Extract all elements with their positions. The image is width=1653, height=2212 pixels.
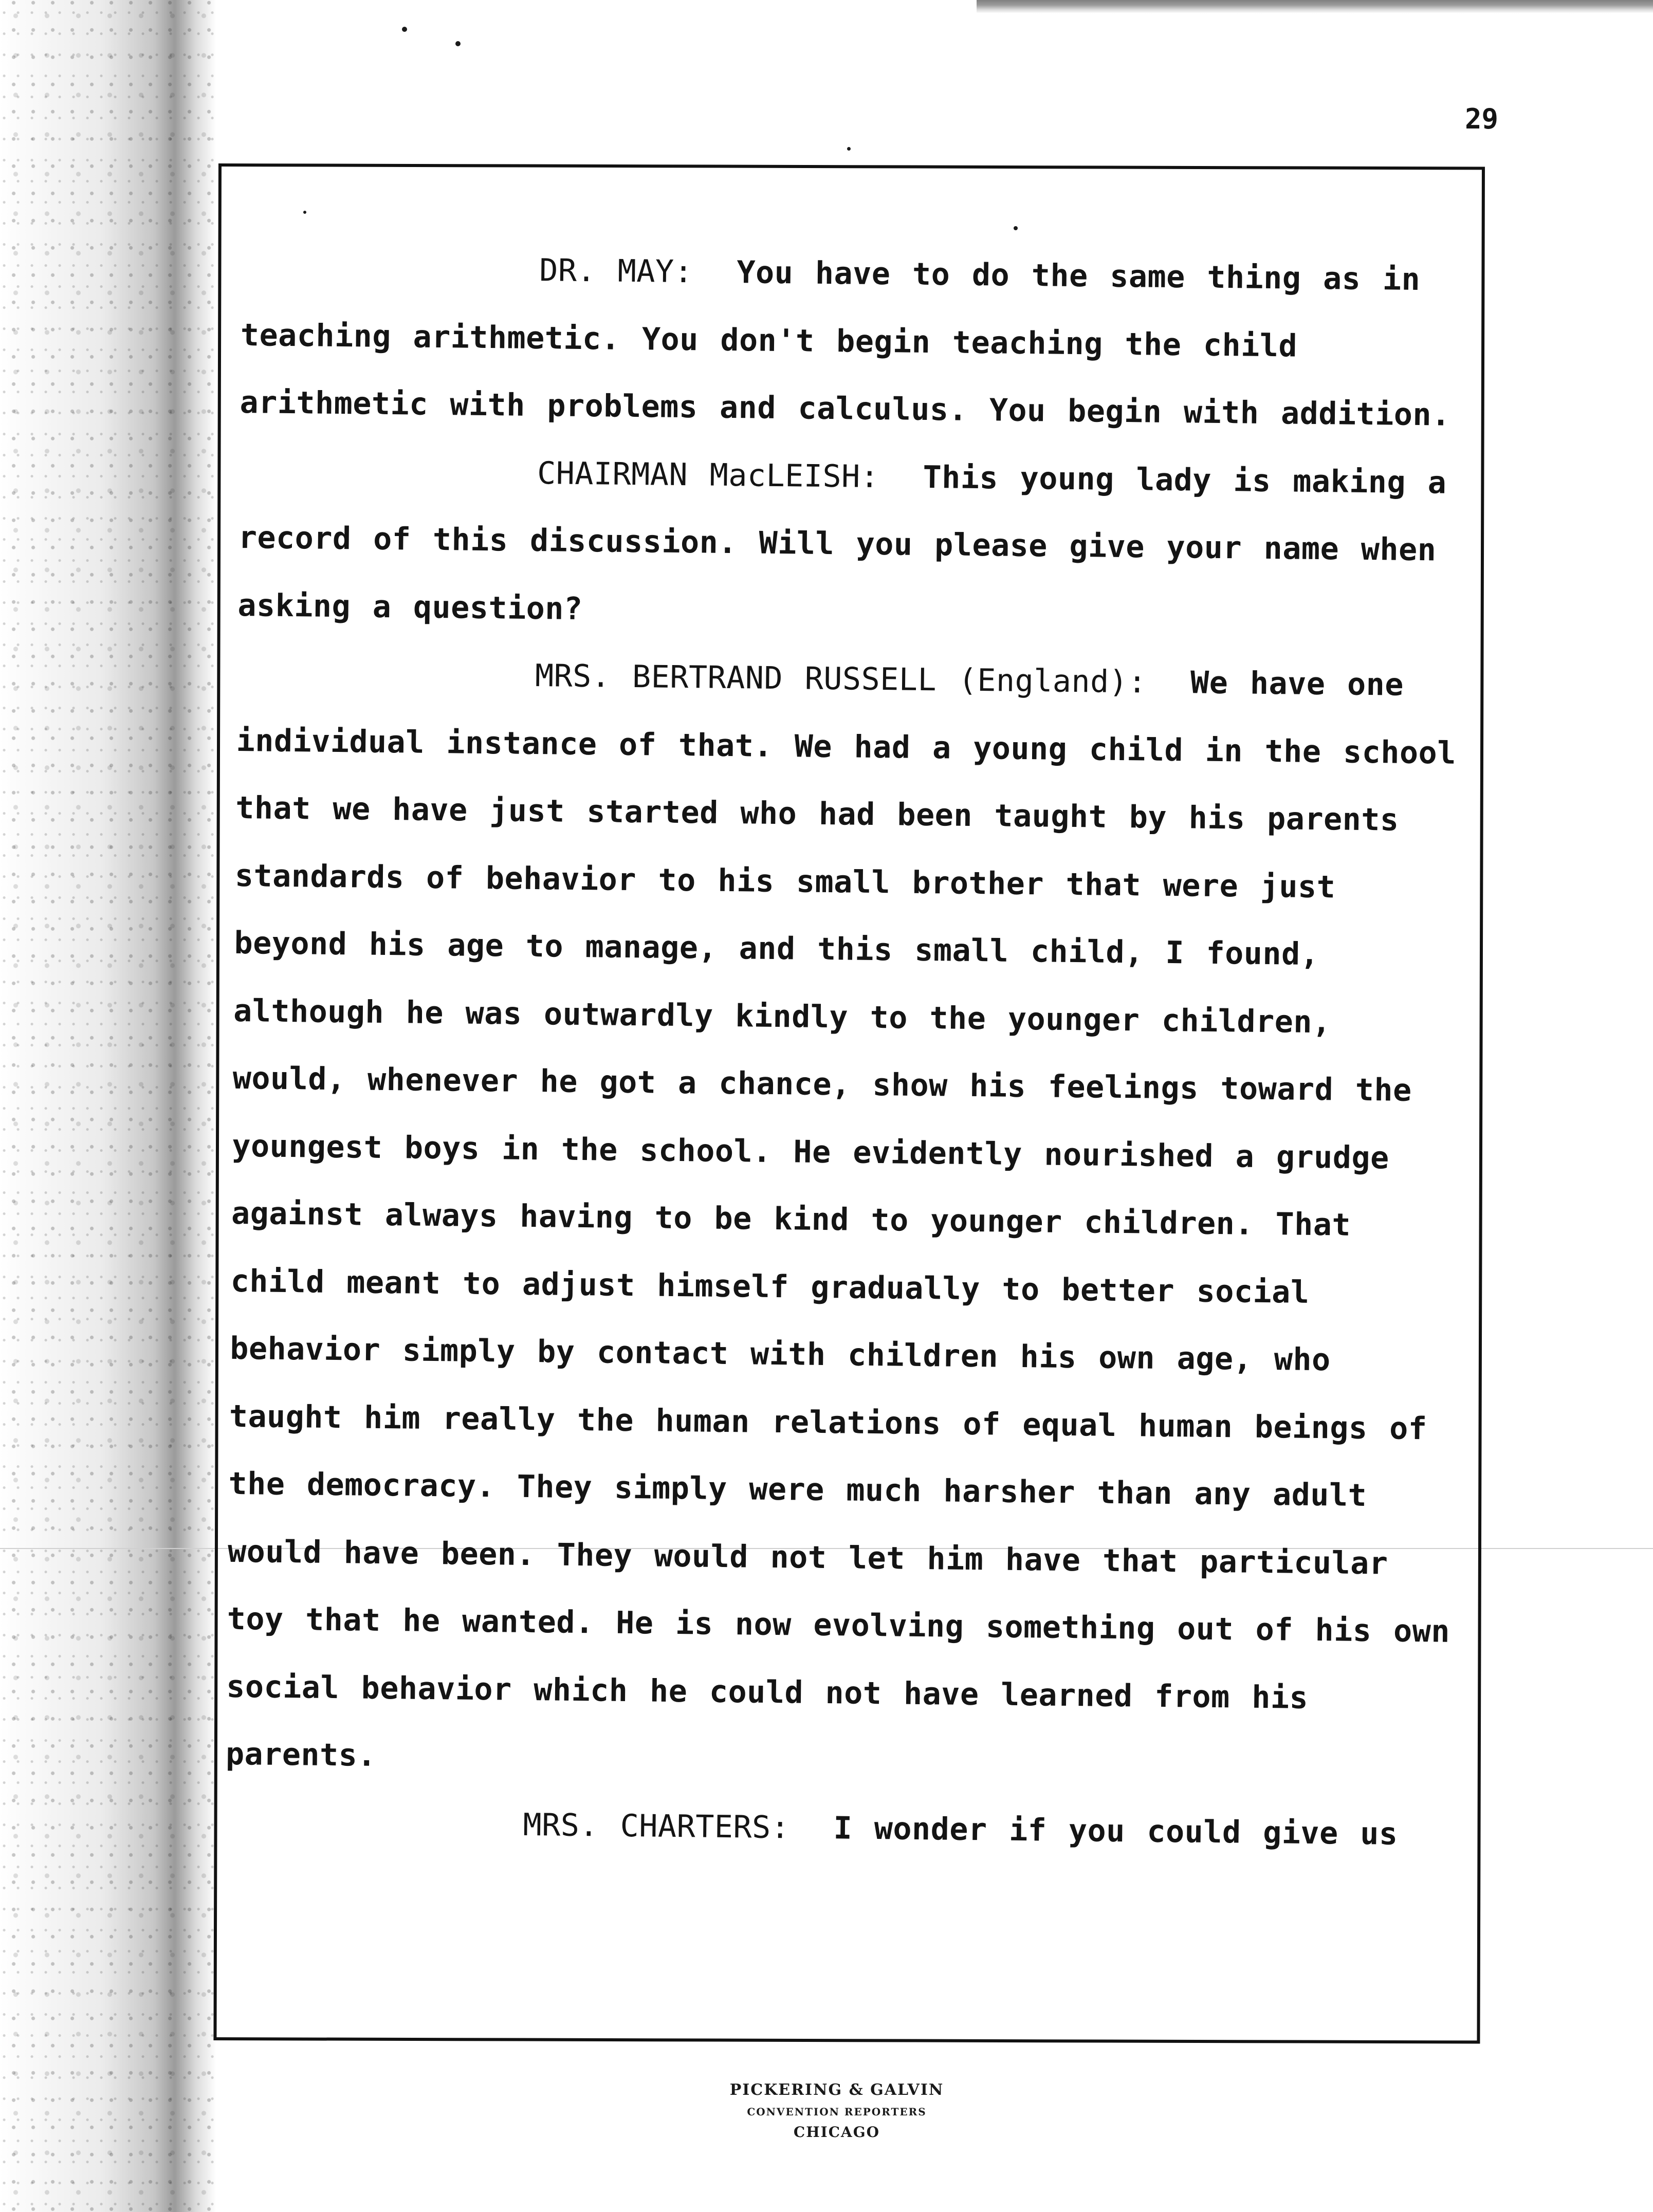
scan-speck [455,41,461,46]
reporter-footer [570,2079,1104,2143]
transcript-paragraph [225,639,1460,1801]
speech-text: We have one individual instance of that. We had a young child in the school that we have just started who had been taught by his parents standards of behavior to his small brother that were just beyond his age to manage, and this small child, I found, although he was outwardly kindly to the younger children, would, whenever he got a chance, show his feelings toward the youngest boys in the school. He evidently nourished a grudge against always having to be kind to younger children. That child meant to adjust himself gradually to better social behavior simply by contact with children his own age, who taught him really the human relations of equal human beings of the democracy. They simply were much harsher than any adult would have been. They would not let him have that particular toy that he wanted. He is now evolving something out of his own social behavior which he could not have learned from his parents. [225,665,1457,1774]
speech-text: This young lady is making a record of this discussion. Will you please give your name when asking a question? [237,459,1447,627]
speaker-label: MRS. CHARTERS: [523,1807,790,1846]
footer-city: CHICAGO [793,2124,880,2141]
transcript-body [225,234,1465,1869]
transcript-paragraph [240,234,1465,449]
scan-speck [847,147,851,151]
speaker-label: DR. MAY: [539,252,693,290]
footer-role: CONVENTION REPORTERS [747,2106,927,2118]
scan-shadow-top-edge [977,0,1653,13]
footer-firm: PICKERING & GALVIN [729,2081,944,2099]
transcript-paragraph [237,436,1463,652]
speaker-label: MRS. BERTRAND RUSSELL (England): [535,658,1147,701]
speech-text: You have to do the same thing as in teaching arithmetic. You don't begin teaching the child arithmetic with problems and calculus. You begin with addition. [240,254,1451,433]
speaker-label: CHAIRMAN MacLEISH: [537,455,879,495]
scan-shadow-left-edge [0,0,216,2212]
transcript-paragraph [225,1788,1448,1868]
page-number: 29 [1465,103,1499,135]
scan-speck [402,27,407,32]
speech-text: I wonder if you could give us [833,1810,1398,1852]
